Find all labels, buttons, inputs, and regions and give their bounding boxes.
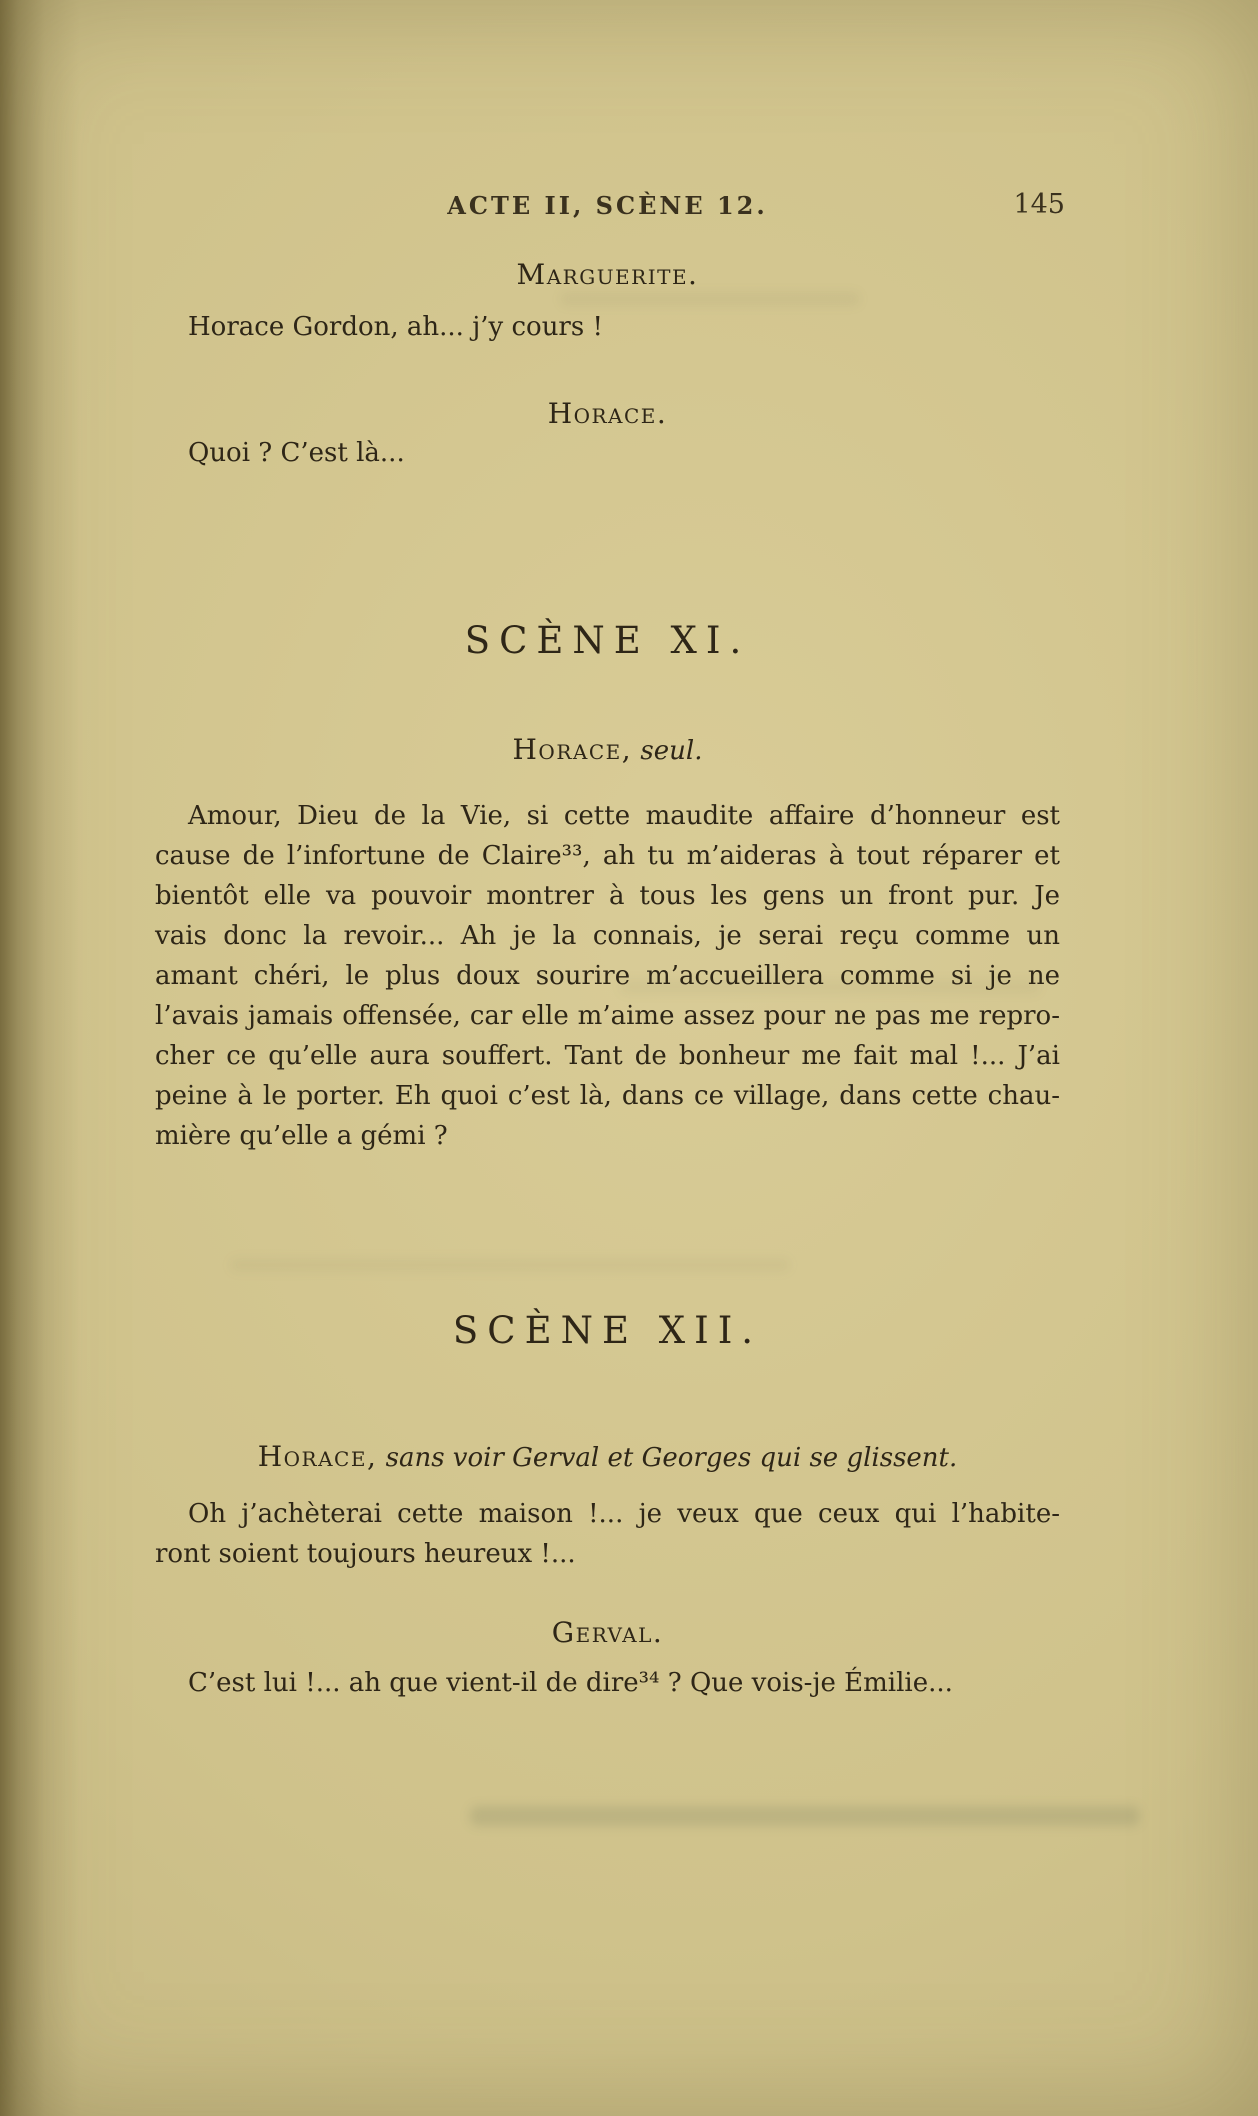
stage-direction-speaker: Horace, [512, 733, 633, 766]
scene-11-stage-direction [155, 733, 1060, 766]
monologue-line: bientôt elle va pouvoir montrer à tous les gens un front pur. Je [155, 881, 1060, 911]
monologue-line: vais donc la revoir... Ah je la connais, je serai reçu comme un [155, 921, 1060, 951]
speech-line: Oh j’achèterai cette maison !... je veux que ceux qui l’habite- [188, 1499, 1060, 1529]
speech-line: C’est lui !... ah que vient-il de dire³⁴ ? Que vois-je Émilie... [188, 1668, 953, 1698]
speech-line: Horace Gordon, ah... j’y cours ! [188, 312, 603, 342]
speech-line: ront soient toujours heureux !... [155, 1539, 576, 1569]
monologue-line: peine à le porter. Eh quoi c’est là, dans ce village, dans cette chau- [155, 1081, 1060, 1111]
monologue-line: mière qu’elle a gémi ? [155, 1121, 448, 1151]
ink-bleedthrough-artifact [560, 292, 860, 306]
horace-speech [155, 1494, 1060, 1574]
horace-monologue [155, 796, 1060, 1156]
ink-bleedthrough-artifact [470, 1806, 1140, 1826]
speaker-name-marguerite: Marguerite. [516, 258, 699, 291]
monologue-line: cher ce qu’elle aura souffert. Tant de bonheur me fait mal !... J’ai [155, 1041, 1060, 1071]
monologue-line: l’avais jamais offensée, car elle m’aime assez pour ne pas me repro- [155, 1001, 1060, 1031]
speaker-name-gerval: Gerval. [551, 1616, 664, 1649]
monologue-line: cause de l’infortune de Claire³³, ah tu m’aideras à tout réparer et [155, 841, 1060, 871]
stage-direction-text: sans voir Gerval et Georges qui se glissent. [385, 1443, 958, 1473]
ink-bleedthrough-artifact [230, 1258, 790, 1272]
monologue-line: Amour, Dieu de la Vie, si cette maudite affaire d’honneur est [188, 801, 1060, 831]
scene-12-stage-direction [155, 1440, 1060, 1473]
monologue-line: amant chéri, le plus doux sourire m’accueillera comme si je ne [155, 961, 1060, 991]
page-number: 145 [1013, 189, 1065, 220]
stage-direction-speaker: Horace, [257, 1440, 378, 1473]
scene-12-title: SCÈNE XII. [452, 1309, 763, 1352]
speaker-name-horace: Horace. [547, 397, 668, 430]
running-header: ACTE II, SCÈNE 12. [447, 191, 768, 220]
speech-line: Quoi ? C’est là... [188, 438, 405, 468]
scene-11-title: SCÈNE XI. [464, 619, 751, 662]
stage-direction-text: seul. [640, 736, 703, 766]
